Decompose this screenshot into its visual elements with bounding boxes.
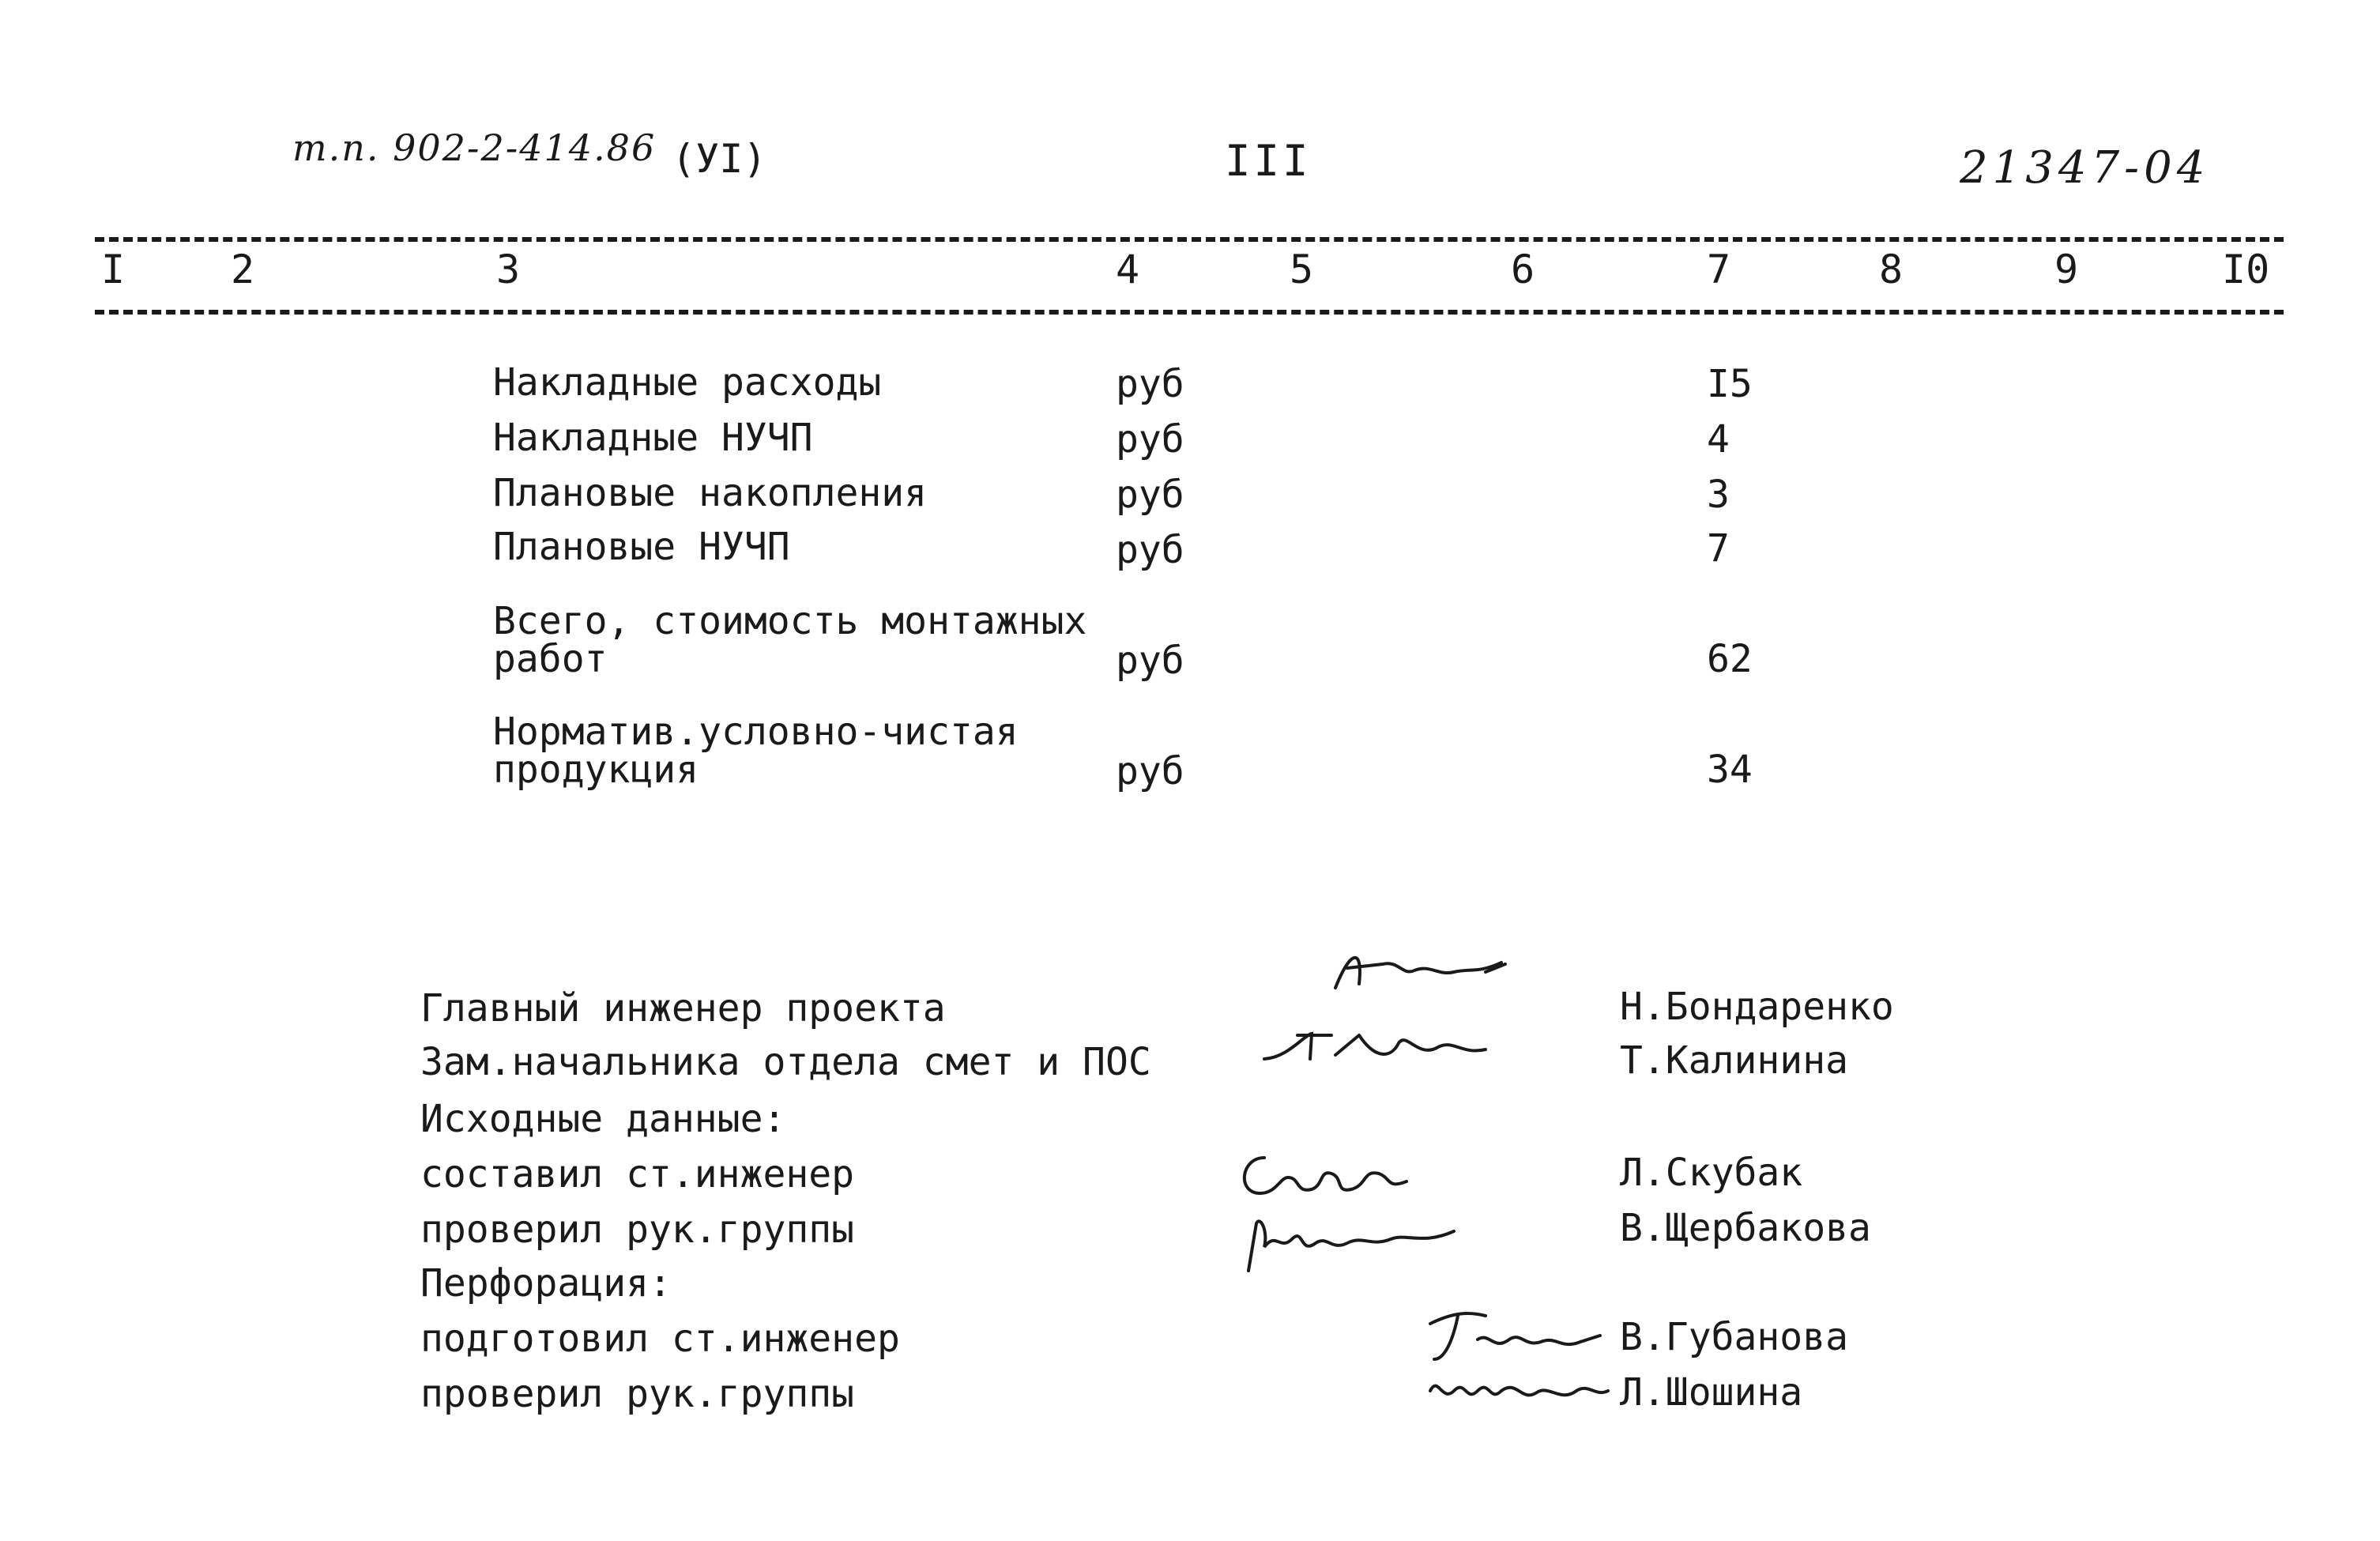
signatory-name: Л.Скубак xyxy=(1620,1151,1803,1195)
signature-role: Главный инженер проекта xyxy=(420,986,946,1030)
column-number: 3 xyxy=(496,247,521,292)
row-unit: руб xyxy=(1116,473,1184,517)
row-value: 7 xyxy=(1707,526,1730,571)
row-unit: руб xyxy=(1116,528,1184,572)
signature-scribble xyxy=(1327,940,1517,1004)
signature-scribble xyxy=(1233,1208,1462,1279)
row-unit: руб xyxy=(1116,749,1184,793)
section-code: (УI) xyxy=(672,136,767,182)
signatory-name: В.Щербакова xyxy=(1620,1206,1871,1250)
signatory-name: Н.Бондаренко xyxy=(1620,985,1894,1029)
column-number: 6 xyxy=(1511,247,1535,292)
column-number: 9 xyxy=(2054,247,2079,292)
column-number: 4 xyxy=(1116,247,1140,292)
signatory-name: В.Губанова xyxy=(1620,1315,1848,1359)
signature-role: составил ст.инженер xyxy=(420,1152,855,1196)
row-name: Норматив.условно-чистая xyxy=(493,710,1019,754)
column-number: 2 xyxy=(231,247,255,292)
row-name: Плановые НУЧП xyxy=(493,525,790,569)
section-heading: Исходные данные: xyxy=(420,1097,786,1141)
row-name-continuation: работ xyxy=(493,637,608,681)
column-number: 7 xyxy=(1707,247,1731,292)
signature-role: проверил рук.группы xyxy=(420,1208,855,1252)
row-value: I5 xyxy=(1707,362,1753,406)
signature-role: подготовил ст.инженер xyxy=(420,1317,900,1361)
column-header-bottom-rule xyxy=(95,310,2284,315)
signature-role: проверил рук.группы xyxy=(420,1372,855,1416)
row-unit: руб xyxy=(1116,417,1184,462)
row-unit: руб xyxy=(1116,639,1184,683)
signature-scribble xyxy=(1233,1146,1414,1209)
row-name: Всего, стоимость монтажных xyxy=(493,599,1087,643)
column-number: I0 xyxy=(2222,247,2270,292)
section-heading: Перфорация: xyxy=(420,1261,672,1306)
signature-scribble xyxy=(1422,1304,1612,1367)
column-header-top-rule xyxy=(95,237,2284,242)
row-value: 62 xyxy=(1707,637,1753,681)
signature-scribble xyxy=(1422,1367,1612,1415)
row-name-continuation: продукция xyxy=(493,748,699,792)
row-name: Накладные НУЧП xyxy=(493,416,813,460)
sheet-number: III xyxy=(1225,136,1312,186)
row-name: Накладные расходы xyxy=(493,360,882,405)
signature-role: Зам.начальника отдела смет и ПОС xyxy=(420,1040,1151,1084)
column-number: 8 xyxy=(1879,247,1904,292)
row-value: 3 xyxy=(1707,473,1730,517)
column-number: 5 xyxy=(1290,247,1314,292)
document-number: 21347-04 xyxy=(1960,142,2210,194)
row-unit: руб xyxy=(1116,362,1184,406)
row-value: 4 xyxy=(1707,417,1730,462)
signature-scribble xyxy=(1256,1019,1493,1075)
column-number: I xyxy=(101,247,126,292)
row-name: Плановые накопления xyxy=(493,471,928,515)
row-value: 34 xyxy=(1707,748,1753,792)
project-code: т.п. 902-2-414.86 xyxy=(292,126,657,169)
signatory-name: Л.Шошина xyxy=(1620,1370,1803,1415)
signatory-name: Т.Калинина xyxy=(1620,1038,1848,1083)
